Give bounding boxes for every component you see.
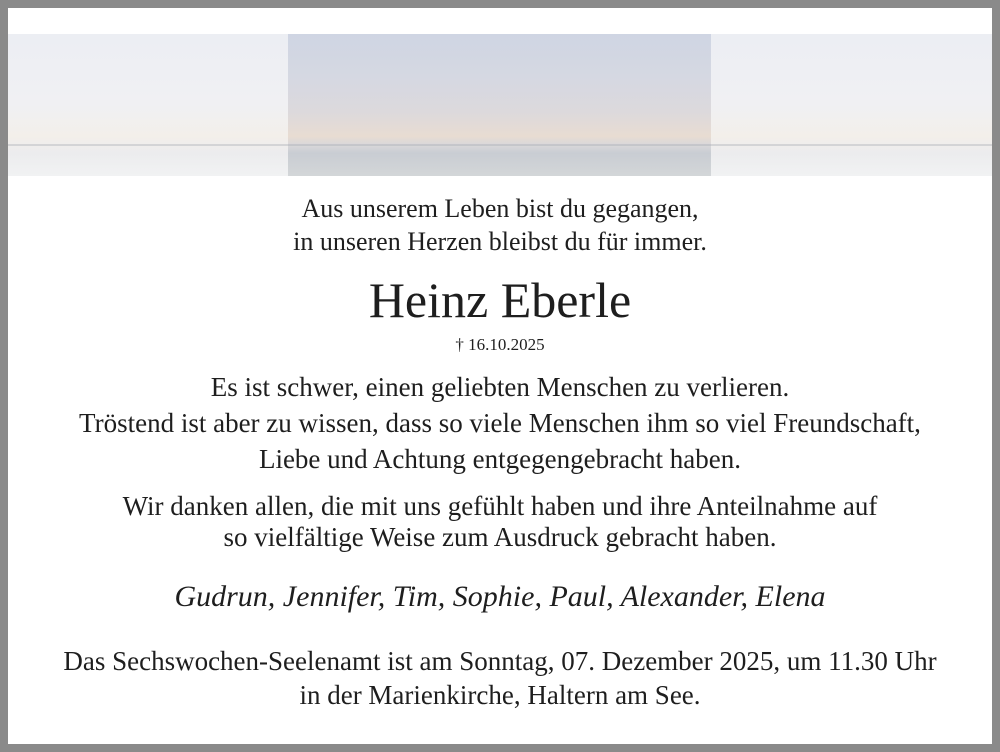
thanks-line-1: Wir danken allen, die mit uns gefühlt haben und ihre Anteilnahme auf [122, 491, 878, 521]
sea-horizon-line [8, 144, 992, 146]
service-line-2: in der Marienkirche, Haltern am See. [299, 680, 701, 710]
banner-center-sea-photo [288, 34, 711, 176]
banner-left-faded-panel [8, 34, 288, 176]
banner-right-faded-panel [711, 34, 992, 176]
death-date: † 16.10.2025 [455, 335, 545, 354]
gratitude-line-3: Liebe und Achtung entgegengebracht haben. [258, 444, 742, 474]
verse-line-1: Aus unserem Leben bist du gegangen, [301, 194, 699, 223]
gratitude-line-1: Es ist schwer, einen geliebten Menschen zu verlieren. [210, 372, 790, 402]
gratitude-paragraph [8, 369, 992, 477]
thanks-paragraph [8, 491, 992, 553]
verse-line-2: in unseren Herzen bleibst du für immer. [293, 227, 707, 256]
sea-horizon-banner-image [8, 34, 992, 176]
thanks-line-2: so vielfältige Weise zum Ausdruck gebracht haben. [223, 522, 777, 552]
gratitude-line-2: Tröstend ist aber zu wissen, dass so viele Menschen ihm so viel Freundschaft, [79, 408, 921, 438]
deceased-name: Heinz Eberle [368, 272, 632, 328]
memorial-verse [8, 192, 992, 258]
service-announcement [8, 644, 992, 712]
family-names: Gudrun, Jennifer, Tim, Sophie, Paul, Alexander, Elena [174, 580, 826, 613]
service-line-1: Das Sechswochen-Seelenamt ist am Sonntag, 07. Dezember 2025, um 11.30 Uhr [63, 646, 937, 676]
